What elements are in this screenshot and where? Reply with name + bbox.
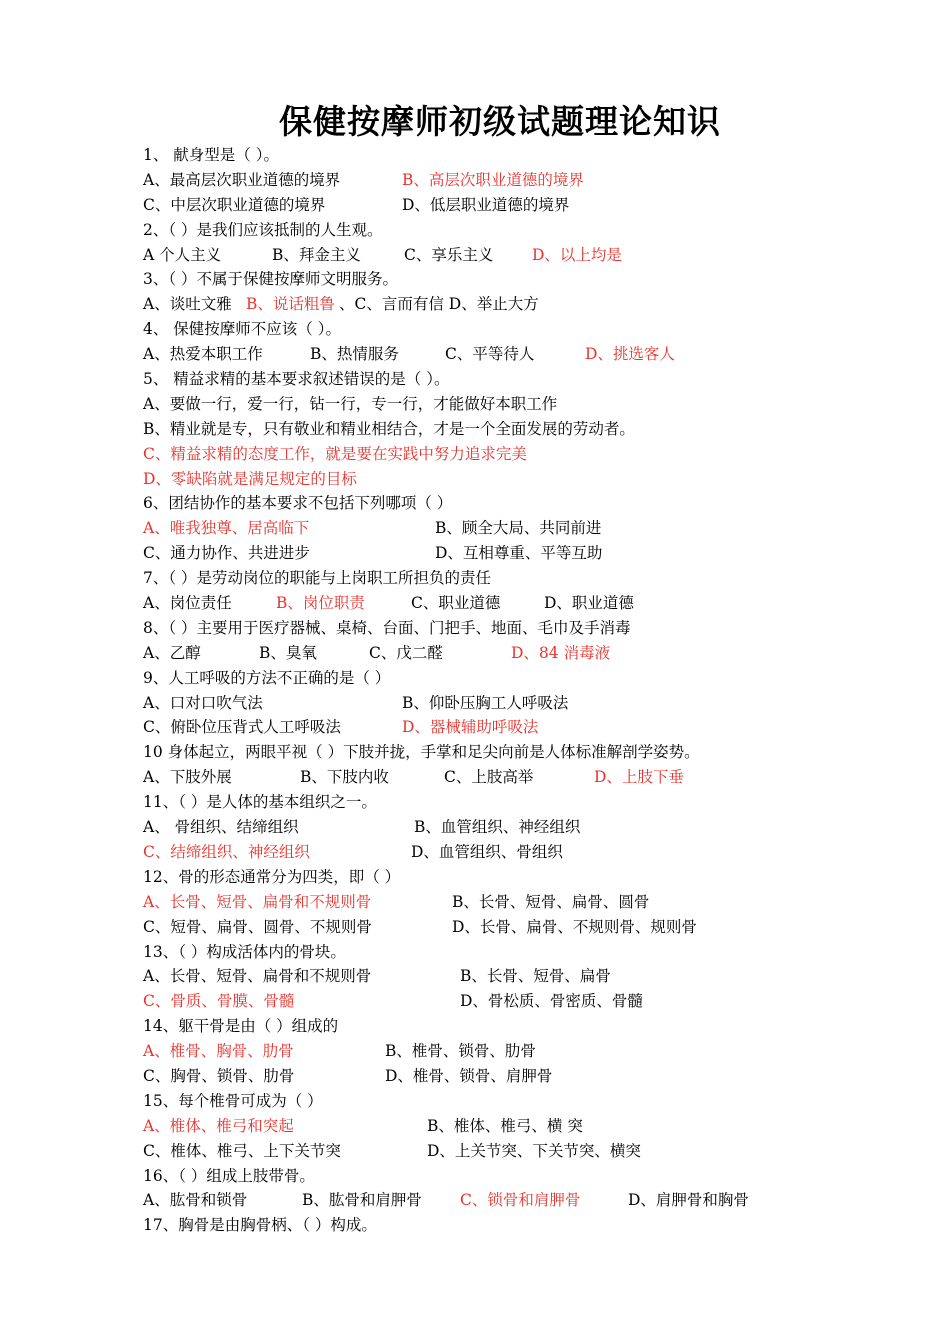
- answer-option: C、结缔组织、神经组织: [143, 842, 310, 861]
- option-line: [143, 417, 923, 442]
- option-line: [143, 342, 923, 367]
- answer-option: A、椎骨、胸骨、肋骨: [143, 1042, 294, 1061]
- question-text: 12、骨的形态通常分为四类，即（ ）: [143, 867, 401, 886]
- option-line: [143, 193, 923, 218]
- question-text: 5、 精益求精的基本要求叙述错误的是（ ）。: [143, 370, 450, 389]
- question-line: [143, 143, 923, 168]
- option-text: A 个人主义: [143, 245, 222, 264]
- option-text: B、精业就是专，只有敬业和精业相结合，才是一个全面发展的劳动者。: [143, 419, 635, 438]
- option-text: B、下肢内收: [300, 768, 389, 787]
- option-text: D、长骨、扁骨、不规则骨、规则骨: [452, 917, 697, 936]
- answer-option: D、84 消毒液: [511, 643, 611, 662]
- question-line: [143, 1213, 923, 1238]
- question-text: 6、团结协作的基本要求不包括下列哪项（ ）: [143, 494, 453, 513]
- option-line: [143, 541, 923, 566]
- question-line: [143, 267, 923, 292]
- option-line: [143, 840, 923, 865]
- option-text: B、仰卧压胸工人呼吸法: [402, 693, 569, 712]
- answer-option: D、零缺陷就是满足规定的目标: [143, 469, 357, 488]
- option-line: [143, 1139, 923, 1164]
- question-text: 15、每个椎骨可成为（ ）: [143, 1091, 323, 1110]
- question-line: [143, 317, 923, 342]
- option-text: C、职业道德: [411, 594, 501, 613]
- answer-option: D、上肢下垂: [594, 768, 684, 787]
- option-text: C、中层次职业道德的境界: [143, 195, 326, 214]
- question-line: [143, 218, 923, 243]
- question-text: 13、（ ）构成活体内的骨块。: [143, 942, 346, 961]
- option-line: [143, 292, 923, 317]
- question-line: [143, 1164, 923, 1189]
- question-text: 7、（ ）是劳动岗位的职能与上岗职工所担负的责任: [143, 569, 492, 588]
- option-text: B、长骨、短骨、扁骨: [460, 967, 611, 986]
- answer-option: A、椎体、椎弓和突起: [143, 1116, 294, 1135]
- option-text: 、C、言而有信 D、举止大方: [339, 295, 539, 314]
- option-text: C、胸骨、锁骨、肋骨: [143, 1066, 295, 1085]
- option-text: A、口对口吹气法: [143, 693, 263, 712]
- answer-option: B、说话粗鲁: [246, 295, 335, 314]
- option-line: [143, 467, 923, 492]
- option-text: D、上关节突、下关节突、横突: [427, 1141, 641, 1160]
- option-line: [143, 641, 923, 666]
- option-line: [143, 890, 923, 915]
- option-text: D、职业道德: [544, 594, 634, 613]
- option-text: A、岗位责任: [143, 594, 232, 613]
- option-text: A、谈吐文雅: [143, 295, 232, 314]
- option-text: C、短骨、扁骨、圆骨、不规则骨: [143, 917, 372, 936]
- option-text: A、乙醇: [143, 643, 201, 662]
- option-text: D、低层职业道德的境界: [402, 195, 570, 214]
- option-text: B、热情服务: [310, 345, 399, 364]
- option-text: A、肱骨和锁骨: [143, 1191, 248, 1210]
- option-text: A、最高层次职业道德的境界: [143, 170, 341, 189]
- option-line: [143, 392, 923, 417]
- option-text: D、骨松质、骨密质、骨髓: [460, 992, 643, 1011]
- question-line: [143, 1089, 923, 1114]
- answer-option: B、高层次职业道德的境界: [402, 170, 584, 189]
- option-text: A、长骨、短骨、扁骨和不规则骨: [143, 967, 372, 986]
- answer-option: D、器械辅助呼吸法: [402, 718, 539, 737]
- question-line: [143, 790, 923, 815]
- option-text: C、平等待人: [445, 345, 535, 364]
- question-text: 4、 保健按摩师不应该（ ）。: [143, 320, 341, 339]
- option-line: [143, 516, 923, 541]
- question-text: 9、人工呼吸的方法不正确的是（ ）: [143, 668, 391, 687]
- option-line: [143, 915, 923, 940]
- option-line: [143, 964, 923, 989]
- option-line: [143, 765, 923, 790]
- question-text: 11、（ ）是人体的基本组织之一。: [143, 793, 377, 812]
- option-text: D、肩胛骨和胸骨: [628, 1191, 749, 1210]
- option-line: [143, 691, 923, 716]
- question-line: [143, 491, 923, 516]
- question-text: 14、躯干骨是由（ ）组成的: [143, 1017, 339, 1036]
- document-title: 保健按摩师初级试题理论知识: [279, 102, 721, 141]
- answer-option: B、岗位职责: [276, 594, 365, 613]
- option-text: A、要做一行，爱一行，钻一行，专一行，才能做好本职工作: [143, 394, 558, 413]
- question-line: [143, 740, 923, 765]
- option-text: B、顾全大局、共同前进: [435, 519, 602, 538]
- option-text: B、血管组织、神经组织: [414, 818, 581, 837]
- option-line: [143, 715, 923, 740]
- answer-option: A、长骨、短骨、扁骨和不规则骨: [143, 892, 372, 911]
- question-line: [143, 1014, 923, 1039]
- question-line: [143, 616, 923, 641]
- option-text: B、长骨、短骨、扁骨、圆骨: [452, 892, 650, 911]
- question-text: 3、（ ）不属于保健按摩师文明服务。: [143, 270, 399, 289]
- option-text: C、椎体、椎弓、上下关节突: [143, 1141, 341, 1160]
- answer-option: C、锁骨和肩胛骨: [460, 1191, 581, 1210]
- question-line: [143, 367, 923, 392]
- option-text: D、椎骨、锁骨、肩胛骨: [385, 1066, 553, 1085]
- option-text: D、互相尊重、平等互助: [435, 544, 603, 563]
- option-line: [143, 1114, 923, 1139]
- answer-option: D、挑选客人: [585, 345, 675, 364]
- question-line: [143, 666, 923, 691]
- option-text: A、热爱本职工作: [143, 345, 263, 364]
- option-text: B、肱骨和肩胛骨: [302, 1191, 422, 1210]
- option-text: B、椎体、椎弓、横 突: [427, 1116, 583, 1135]
- question-line: [143, 566, 923, 591]
- option-text: D、血管组织、骨组织: [411, 842, 563, 861]
- option-text: C、上肢高举: [444, 768, 534, 787]
- answer-option: D、以上均是: [532, 245, 622, 264]
- option-text: A、下肢外展: [143, 768, 232, 787]
- option-text: C、戊二醛: [369, 643, 443, 662]
- option-line: [143, 1064, 923, 1089]
- answer-option: C、精益求精的态度工作，就是要在实践中努力追求完美: [143, 444, 527, 463]
- option-text: C、俯卧位压背式人工呼吸法: [143, 718, 341, 737]
- answer-option: C、骨质、骨膜、骨髓: [143, 992, 295, 1011]
- question-line: [143, 865, 923, 890]
- question-text: 8、（ ）主要用于医疗器械、桌椅、台面、门把手、地面、毛巾及手消毒: [143, 618, 631, 637]
- option-line: [143, 1188, 923, 1213]
- option-text: C、通力协作、共进进步: [143, 544, 310, 563]
- option-text: B、椎骨、锁骨、肋骨: [385, 1042, 536, 1061]
- option-text: B、臭氧: [259, 643, 317, 662]
- question-text: 10 身体起立，两眼平视（ ）下肢并拢，手掌和足尖向前是人体标准解剖学姿势。: [143, 743, 700, 762]
- question-text: 1、 献身型是（ ）。: [143, 146, 279, 164]
- question-text: 2、（ ）是我们应该抵制的人生观。: [143, 220, 383, 239]
- option-line: [143, 243, 923, 268]
- option-text: B、拜金主义: [272, 245, 361, 264]
- option-line: [143, 591, 923, 616]
- option-text: C、享乐主义: [404, 245, 494, 264]
- question-text: 17、胸骨是由胸骨柄、（ ）构成。: [143, 1216, 377, 1235]
- option-line: [143, 168, 923, 193]
- option-text: A、 骨组织、结缔组织: [143, 818, 299, 837]
- option-line: [143, 1039, 923, 1064]
- option-line: [143, 989, 923, 1014]
- question-text: 16、（ ）组成上肢带骨。: [143, 1166, 315, 1185]
- option-line: [143, 442, 923, 467]
- question-list: [143, 143, 923, 1238]
- question-line: [143, 940, 923, 965]
- option-line: [143, 815, 923, 840]
- answer-option: A、唯我独尊、居高临下: [143, 519, 310, 538]
